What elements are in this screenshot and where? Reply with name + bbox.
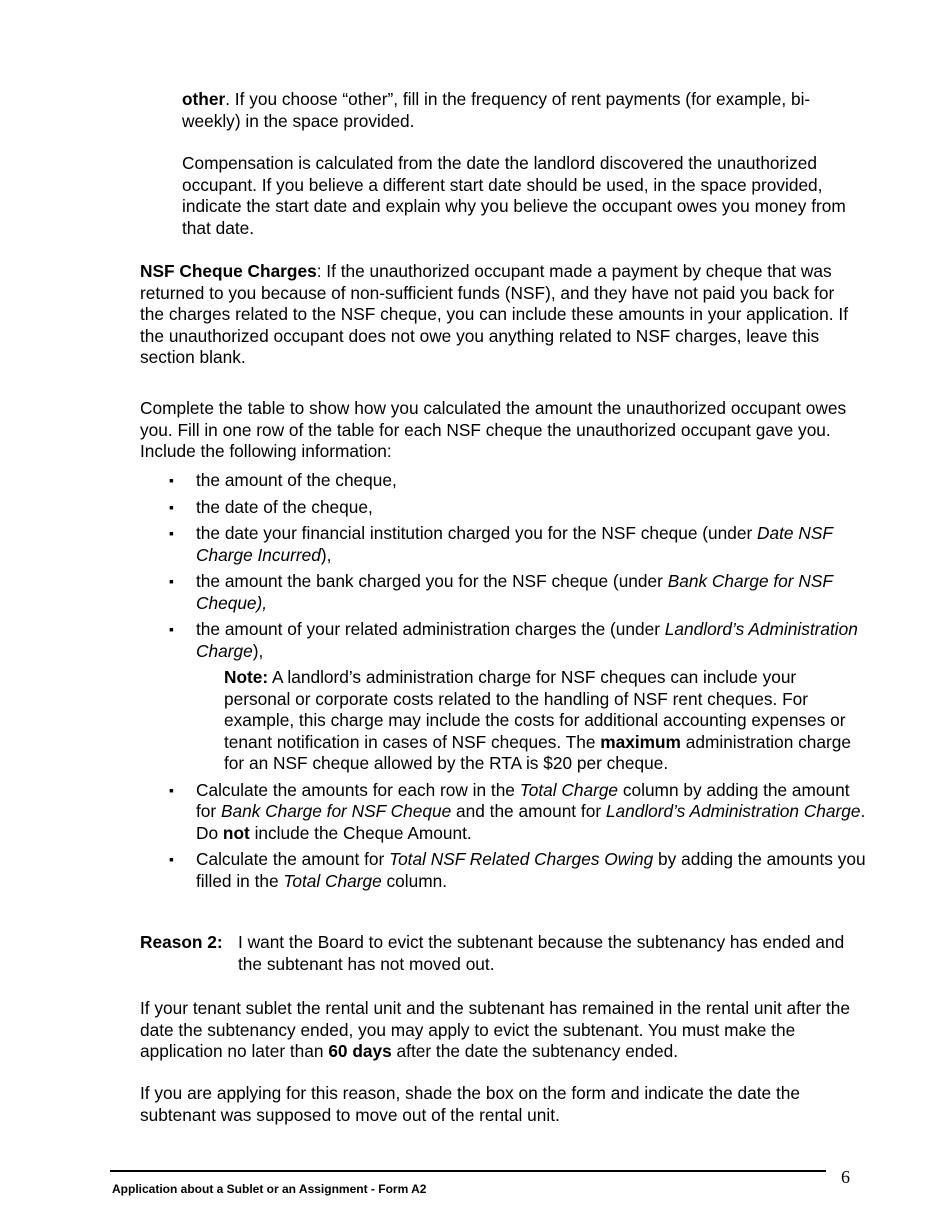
list-item: ▪ the amount of the cheque, [196, 470, 866, 492]
list-item: ▪ the amount of your related administration charges the (under Landlord’s Administration Charge), [196, 619, 866, 662]
apply-reason-paragraph: If you are applying for this reason, shade the box on the form and indicate the date the subtenant was supposed to move out of the rental unit. [140, 1083, 800, 1125]
list-item: ▪ Calculate the amounts for each row in the Total Charge column by adding the amount for Bank Charge for NSF Cheque and the amount for Landlord’s Administration Charge. Do not include the Cheque Amount. [196, 780, 866, 845]
list-item: ▪ Calculate the amount for Total NSF Related Charges Owing by adding the amounts you filled in the Total Charge column. [196, 849, 866, 892]
compensation-paragraph: Compensation is calculated from the date the landlord discovered the unauthorized occupant. If you believe a different start date should be used, in the space provided, indicate the start date and explain why you believe the occupant owes you money from that date. [182, 153, 846, 238]
page-number: 6 [841, 1167, 850, 1187]
list-item: ▪ the date your financial institution charged you for the NSF cheque (under Date NSF Charge Incurred), [196, 523, 866, 566]
reason-2-text: I want the Board to evict the subtenant because the subtenancy has ended and the subtenant has not moved out. [238, 932, 845, 974]
list-item: ▪ the date of the cheque, [196, 497, 866, 519]
reason-2-section [140, 932, 860, 975]
nsf-info-list [196, 470, 866, 897]
footer-title: Application about a Sublet or an Assignment - Form A2 [112, 1182, 427, 1196]
nsf-charges-paragraph: NSF Cheque Charges: If the unauthorized occupant made a payment by cheque that was returned to you because of non-sufficient funds (NSF), and they have not paid you back for the charges related to the NSF cheque, you can include these amounts in your application. If the unauthorized occupant does not owe you anything related to NSF charges, leave this section blank. [140, 261, 848, 367]
table-instructions-paragraph: Complete the table to show how you calculated the amount the unauthorized occupant owes you. Fill in one row of the table for each NSF cheque the unauthorized occupant gave you. Include the following information: [140, 398, 847, 461]
sublet-paragraph: If your tenant sublet the rental unit and the subtenant has remained in the rental unit after the date the subtenancy ended, you may apply to evict the subtenant. You must make the application no later than 60 days after the date the subtenancy ended. [140, 998, 850, 1061]
reason-2-label: Reason 2: [140, 932, 223, 952]
list-item: ▪ the amount the bank charged you for the NSF cheque (under Bank Charge for NSF Cheque), [196, 571, 866, 614]
note-paragraph: Note: A landlord’s administration charge for NSF cheques can include your personal or corporate costs related to the handling of NSF rent cheques. For example, this charge may include the costs for additional accounting expenses or tenant notification in cases of NSF cheques. The maximum administration charge for an NSF cheque allowed by the RTA is $20 per cheque. [224, 667, 851, 773]
other-paragraph: other. If you choose “other”, fill in the frequency of rent payments (for example, bi-weekly) in the space provided. [182, 89, 811, 131]
footer-divider [110, 1170, 826, 1172]
